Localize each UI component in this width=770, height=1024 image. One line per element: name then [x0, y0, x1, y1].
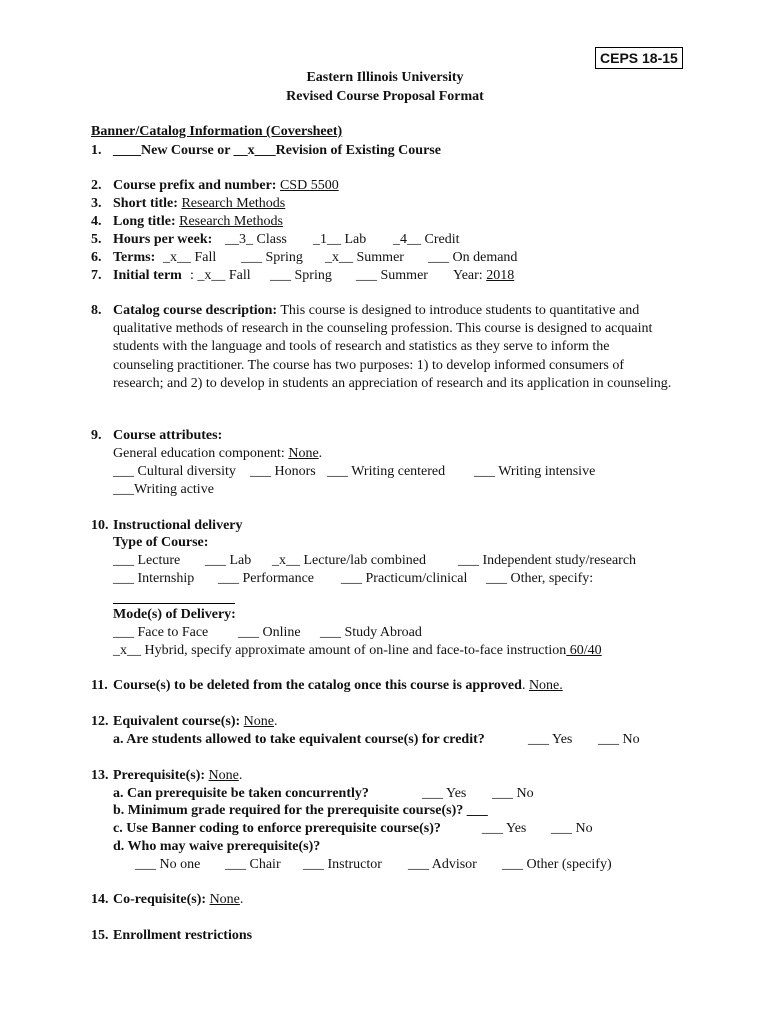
mode-hybrid	[113, 642, 602, 660]
field-label: Instructional delivery	[113, 518, 243, 533]
prereq-concurrent-question: a. Can prerequisite be taken concurrently?	[113, 786, 369, 801]
item-number: 5.	[91, 232, 102, 247]
item-number: 12.	[91, 714, 109, 729]
initial-summer: ___ Summer	[356, 268, 428, 283]
punctuation: .	[521, 678, 526, 693]
gen-ed-value: None	[288, 446, 319, 461]
catalog-description	[113, 302, 673, 393]
document-id-box: CEPS 18-15	[595, 47, 683, 69]
initial-fall: : _x__ Fall	[190, 268, 251, 283]
item-number: 6.	[91, 250, 102, 265]
short-title-value: Research Methods	[181, 196, 286, 211]
prereq-concurrent-no: ___ No	[492, 786, 534, 801]
prereq-minimum-grade-question: b. Minimum grade required for the prerequisite course(s)? ___	[113, 803, 488, 818]
initial-spring: ___ Spring	[270, 268, 332, 283]
waive-no-one: ___ No one	[135, 857, 201, 872]
coversheet-heading: Banner/Catalog Information (Coversheet)	[91, 124, 343, 139]
waive-instructor: ___ Instructor	[303, 857, 382, 872]
punctuation: .	[238, 768, 243, 783]
field-label: Terms:	[113, 250, 156, 265]
attr-writing-centered: ___ Writing centered	[327, 464, 446, 479]
type-lab: ___ Lab	[205, 553, 252, 568]
attr-writing-intensive: ___ Writing intensive	[474, 464, 596, 479]
corequisite-line	[113, 891, 243, 909]
term-summer: _x__ Summer	[325, 250, 404, 265]
equivalent-courses-line	[113, 713, 278, 731]
university-name: Eastern Illinois University	[306, 70, 464, 85]
field-label: Long title:	[113, 214, 176, 229]
attr-cultural: ___ Cultural diversity	[113, 464, 236, 479]
deleted-courses-value: None.	[528, 678, 563, 693]
prereq-banner-yes: ___ Yes	[482, 821, 527, 836]
punctuation: .	[239, 892, 244, 907]
initial-year	[453, 267, 514, 285]
field-label: Equivalent course(s):	[113, 714, 241, 729]
equivalent-no: ___ No	[598, 732, 640, 747]
punctuation: .	[318, 446, 323, 461]
year-value: 2018	[486, 268, 515, 283]
course-prefix-value: CSD 5500	[279, 178, 339, 193]
type-independent-study: ___ Independent study/research	[458, 553, 637, 568]
new-or-revision: ____New Course or __x___Revision of Existing Course	[113, 143, 441, 158]
attr-honors: ___ Honors	[250, 464, 316, 479]
prereq-banner-coding-question: c. Use Banner coding to enforce prerequisite course(s)?	[113, 821, 441, 836]
type-performance: ___ Performance	[218, 571, 315, 586]
mode-study-abroad: ___ Study Abroad	[320, 625, 422, 640]
attr-writing-active: ___Writing active	[113, 482, 214, 497]
punctuation: .	[274, 714, 278, 729]
field-label: Short title:	[113, 196, 178, 211]
year-label: Year:	[453, 268, 483, 283]
hybrid-ratio: 60/40	[566, 643, 602, 658]
type-lecture: ___ Lecture	[113, 553, 181, 568]
item-number: 8.	[91, 303, 102, 318]
item-number: 7.	[91, 268, 102, 283]
item-number: 1.	[91, 143, 102, 158]
item-number: 10.	[91, 518, 109, 533]
long-title-line	[113, 213, 283, 231]
prerequisite-line	[113, 767, 242, 785]
type-of-course-label: Type of Course:	[113, 535, 209, 550]
item-number: 11.	[91, 678, 108, 693]
other-specify-blank	[113, 603, 235, 604]
field-label: Course(s) to be deleted from the catalog once this course is approved	[113, 678, 522, 693]
item-number: 4.	[91, 214, 102, 229]
prereq-concurrent-yes: ___ Yes	[422, 786, 467, 801]
field-label: Initial term	[113, 268, 182, 283]
term-fall: _x__ Fall	[163, 250, 217, 265]
short-title-line	[113, 195, 285, 213]
item-number: 2.	[91, 178, 102, 193]
equivalent-yes: ___ Yes	[528, 732, 573, 747]
field-label: Course attributes:	[113, 428, 223, 443]
item-number: 3.	[91, 196, 102, 211]
deleted-courses-line	[113, 677, 563, 695]
field-label: Prerequisite(s):	[113, 768, 206, 783]
type-other: ___ Other, specify:	[486, 571, 594, 586]
mode-face-to-face: ___ Face to Face	[113, 625, 209, 640]
field-label: Hours per week:	[113, 232, 213, 247]
hours-class: __3_ Class	[225, 232, 287, 247]
item-number: 9.	[91, 428, 102, 443]
hours-lab: _1__ Lab	[313, 232, 367, 247]
gen-ed-label: General education component:	[113, 446, 285, 461]
equivalent-credit-question: a. Are students allowed to take equivalent course(s) for credit?	[113, 732, 485, 747]
corequisite-value: None	[209, 892, 240, 907]
term-spring: ___ Spring	[241, 250, 303, 265]
hybrid-label: _x__ Hybrid, specify approximate amount of on-line and face-to-face instruction	[113, 643, 567, 658]
gen-ed-line	[113, 445, 322, 463]
term-on-demand: ___ On demand	[428, 250, 518, 265]
type-lecture-lab: _x__ Lecture/lab combined	[272, 553, 426, 568]
prerequisite-value: None	[208, 768, 239, 783]
modes-of-delivery-label: Mode(s) of Delivery:	[113, 607, 236, 622]
field-label: Course prefix and number:	[113, 178, 277, 193]
prereq-banner-no: ___ No	[551, 821, 593, 836]
field-label: Catalog course description:	[113, 303, 278, 318]
field-label: Co-requisite(s):	[113, 892, 207, 907]
item-number: 13.	[91, 768, 109, 783]
course-prefix-line	[113, 177, 339, 195]
prereq-waive-question: d. Who may waive prerequisite(s)?	[113, 839, 321, 854]
long-title-value: Research Methods	[179, 214, 283, 229]
enrollment-restrictions-label: Enrollment restrictions	[113, 928, 253, 943]
type-internship: ___ Internship	[113, 571, 195, 586]
item-number: 15.	[91, 928, 109, 943]
type-practicum: ___ Practicum/clinical	[341, 571, 468, 586]
waive-chair: ___ Chair	[225, 857, 281, 872]
hours-credit: _4__ Credit	[393, 232, 460, 247]
catalog-description-text: This course is designed to introduce students to quantitative and qualitative methods of research in the counseling profession. This course is designed to acquaint students with the language and tools of research and statistics as they serve to inform the counseling practitioner. The course has two purposes: 1) to develop informed consumers of research; and 2) to develop in students an appreciation of research and its application in counseling.	[113, 303, 672, 391]
document-subtitle: Revised Course Proposal Format	[286, 89, 484, 104]
equivalent-courses-value: None	[243, 714, 274, 729]
waive-other: ___ Other (specify)	[502, 857, 612, 872]
mode-online: ___ Online	[238, 625, 301, 640]
waive-advisor: ___ Advisor	[408, 857, 477, 872]
item-number: 14.	[91, 892, 109, 907]
